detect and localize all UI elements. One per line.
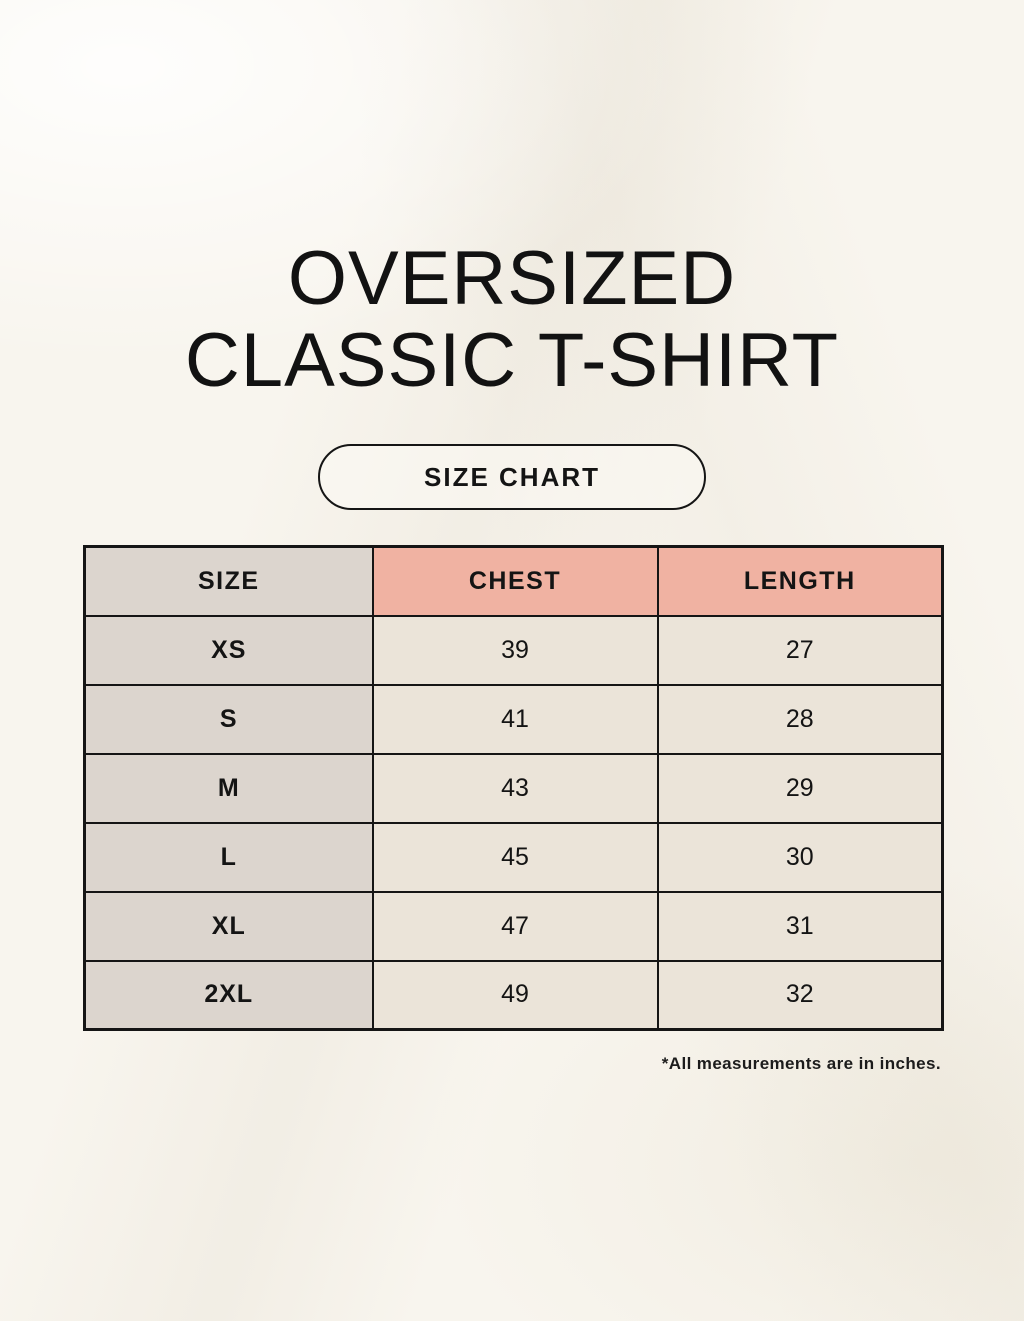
table-row-xl — [85, 892, 943, 961]
size-label: L — [85, 823, 373, 892]
chest-value: 47 — [373, 892, 658, 961]
column-header-size: SIZE — [85, 547, 373, 616]
column-header-chest: CHEST — [373, 547, 658, 616]
header-row — [85, 547, 943, 616]
length-value: 32 — [658, 961, 943, 1030]
length-value: 27 — [658, 616, 943, 685]
table-row-xs — [85, 616, 943, 685]
size-label: XS — [85, 616, 373, 685]
chest-value: 49 — [373, 961, 658, 1030]
size-chart-badge-label: SIZE CHART — [424, 461, 600, 492]
size-chart-table-wrap — [83, 545, 944, 1031]
length-value: 31 — [658, 892, 943, 961]
table-row-m — [85, 754, 943, 823]
size-label: 2XL — [85, 961, 373, 1030]
page-title-line1: OVERSIZED — [287, 236, 737, 321]
size-label: XL — [85, 892, 373, 961]
size-chart-table — [83, 545, 944, 1031]
chest-value: 39 — [373, 616, 658, 685]
page-title-line2: CLASSIC T-SHIRT — [184, 318, 840, 403]
size-chart-badge — [318, 444, 706, 510]
length-value: 28 — [658, 685, 943, 754]
measurements-footnote: *All measurements are in inches. — [661, 1054, 941, 1073]
length-value: 30 — [658, 823, 943, 892]
page-title — [0, 238, 1024, 402]
length-value: 29 — [658, 754, 943, 823]
table-row-s — [85, 685, 943, 754]
column-header-length: LENGTH — [658, 547, 943, 616]
table-row-2xl — [85, 961, 943, 1030]
size-label: M — [85, 754, 373, 823]
chest-value: 41 — [373, 685, 658, 754]
table-row-l — [85, 823, 943, 892]
chest-value: 45 — [373, 823, 658, 892]
size-label: S — [85, 685, 373, 754]
chest-value: 43 — [373, 754, 658, 823]
